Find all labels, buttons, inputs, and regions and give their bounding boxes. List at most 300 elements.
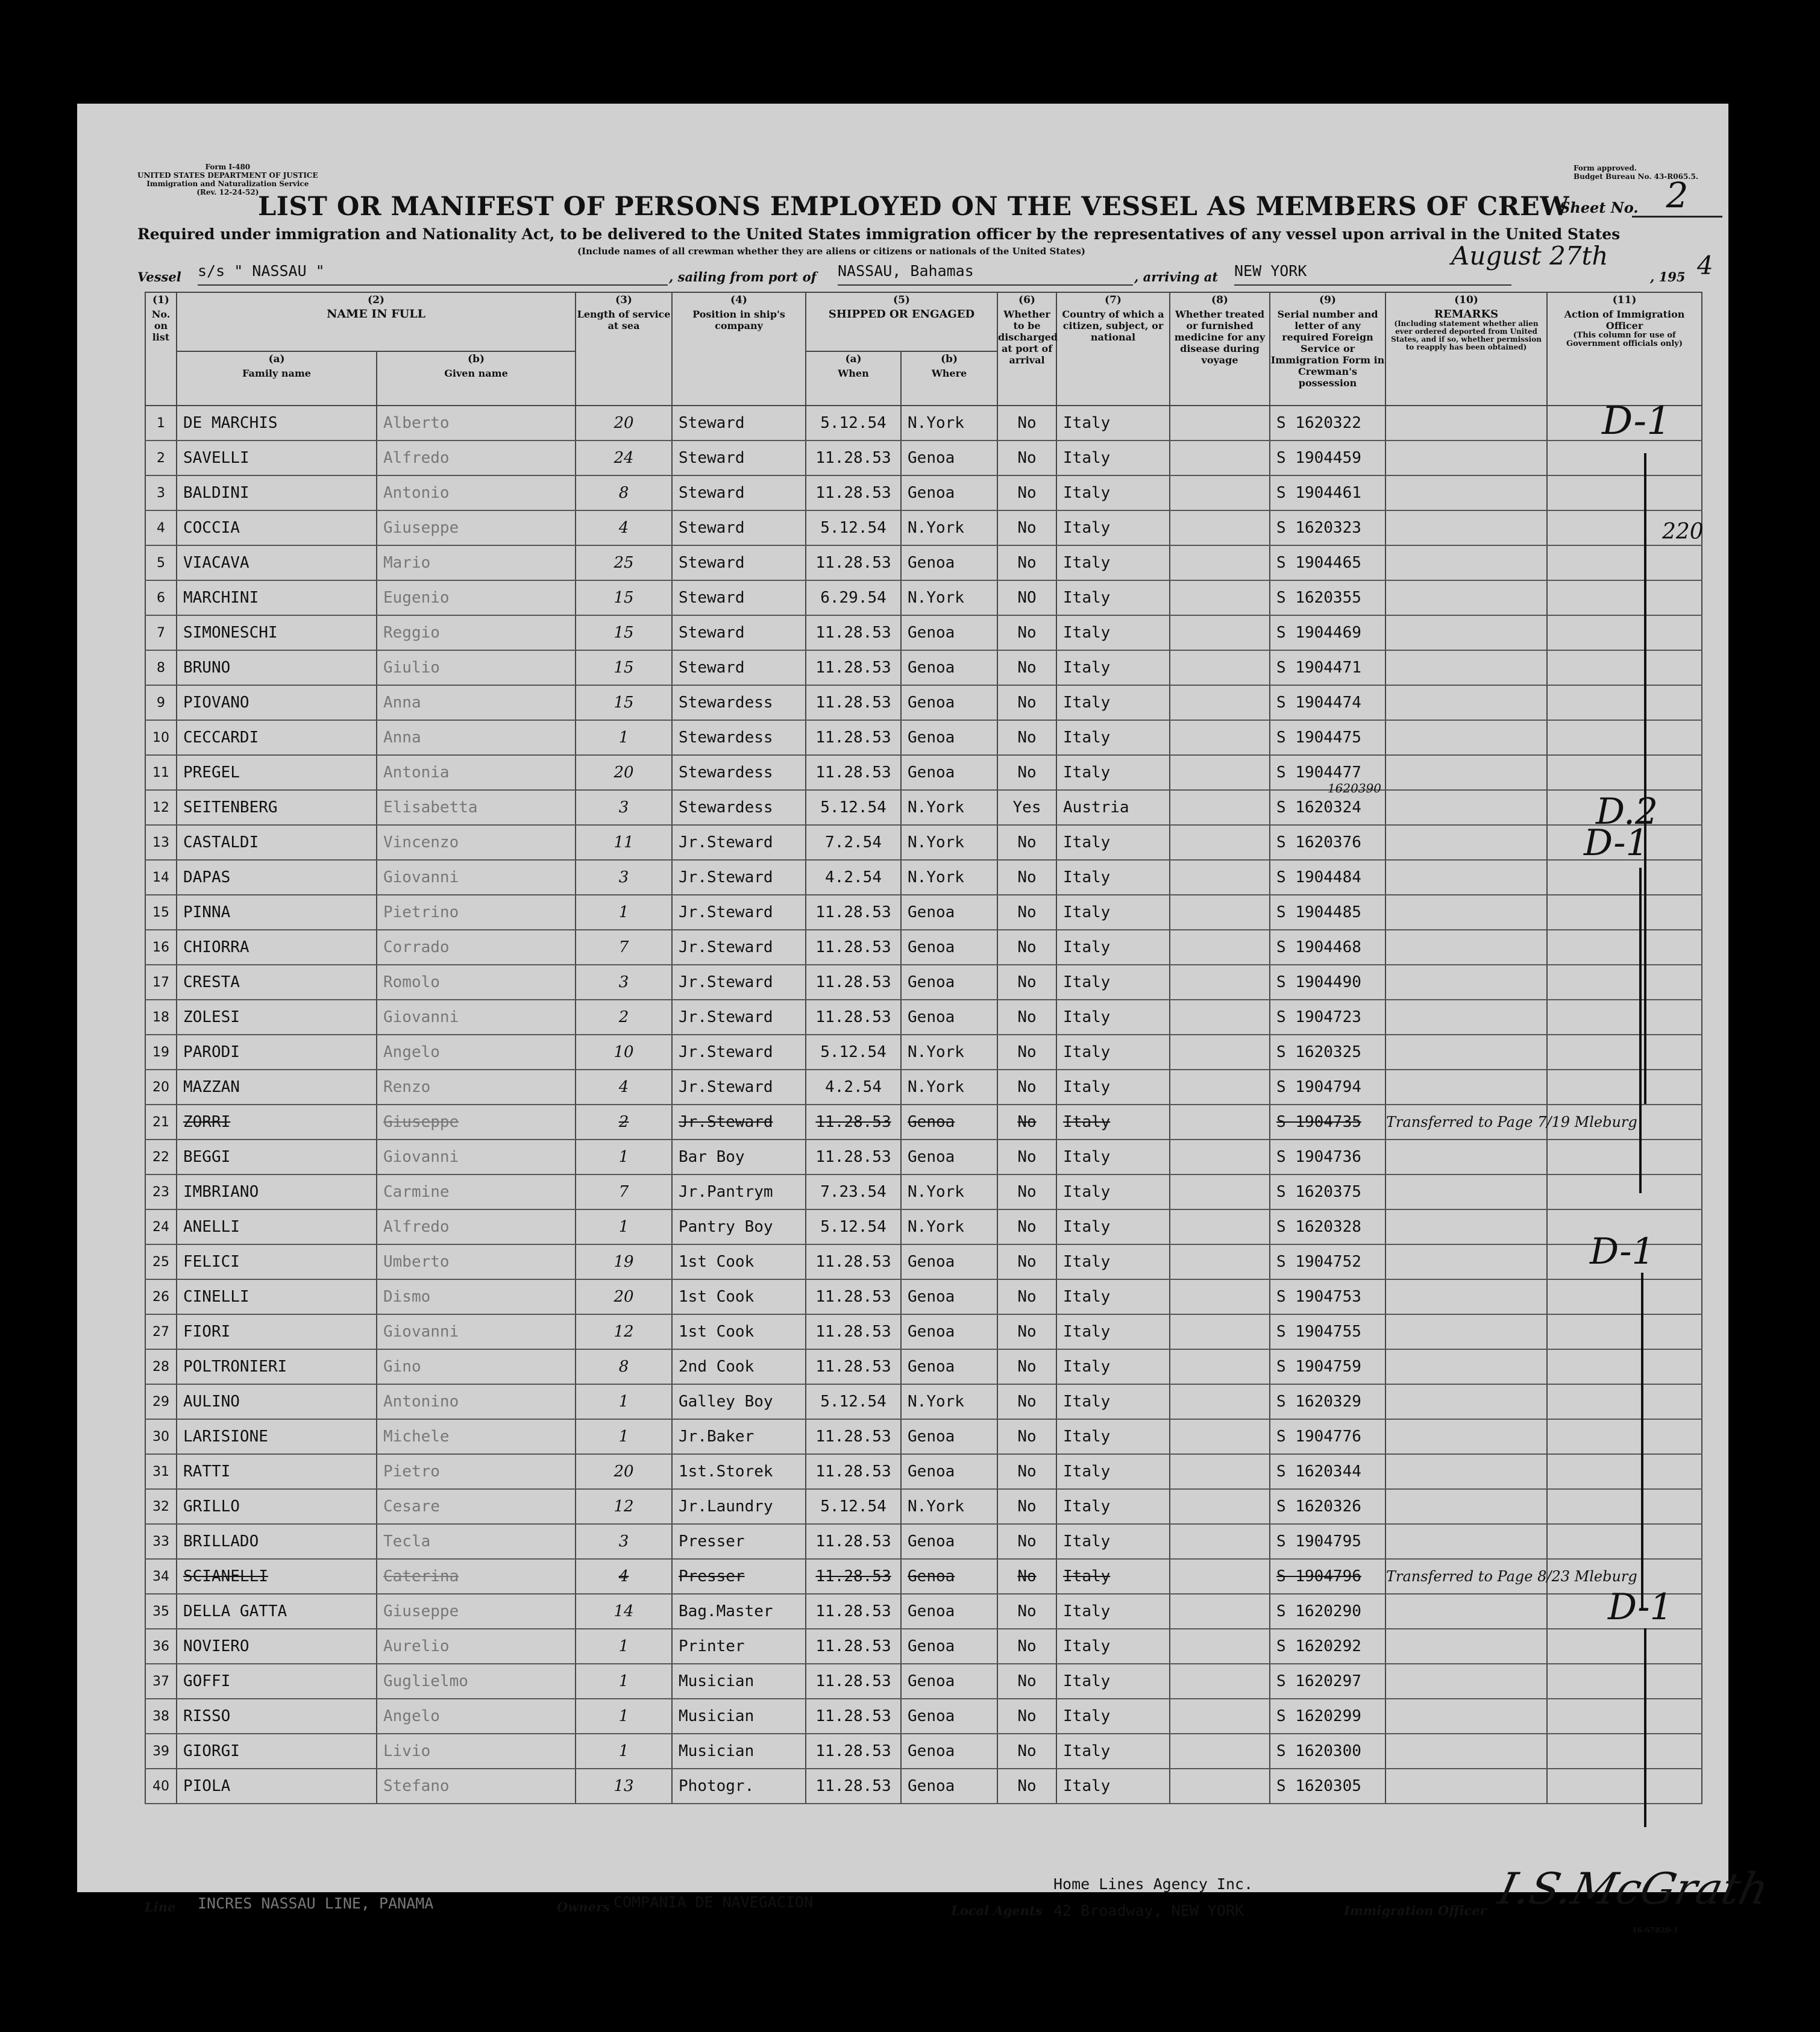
serial-number-cell: S 1904461	[1270, 475, 1385, 510]
family-name-cell: CRESTA	[177, 965, 377, 1000]
action-cell	[1547, 580, 1702, 615]
position-cell: Jr.Steward	[672, 965, 806, 1000]
country-cell: Italy	[1056, 755, 1170, 790]
medicine-cell	[1170, 1279, 1270, 1314]
action-mark: D-1	[1590, 1231, 1655, 1273]
position-cell: Jr.Steward	[672, 1000, 806, 1035]
remarks-cell	[1385, 1664, 1547, 1699]
action-cell	[1547, 1384, 1702, 1419]
arrival-date: August 27th	[1451, 241, 1608, 271]
col-header-where: (b) Where	[901, 351, 997, 406]
family-name-cell: GRILLO	[177, 1489, 377, 1524]
medicine-cell	[1170, 1594, 1270, 1629]
row-number-cell: 34	[145, 1559, 177, 1594]
shipped-when-cell: 7.23.54	[806, 1174, 901, 1209]
shipped-where-cell: N.York	[901, 406, 997, 441]
shipped-when-cell: 11.28.53	[806, 475, 901, 510]
year-prefix: , 195	[1650, 269, 1686, 284]
family-name-cell: IMBRIANO	[177, 1174, 377, 1209]
action-cell	[1547, 1349, 1702, 1384]
bracket-line	[1644, 453, 1646, 1104]
col-header-shipped: (5) SHIPPED OR ENGAGED	[806, 292, 997, 351]
shipped-where-cell: N.York	[901, 580, 997, 615]
serial-number-cell: S 1904471	[1270, 650, 1385, 685]
service-length-cell: 1	[576, 1734, 672, 1769]
position-cell: Printer	[672, 1629, 806, 1664]
row-number-cell: 22	[145, 1140, 177, 1174]
service-length-cell: 4	[576, 510, 672, 545]
shipped-where-cell: Genoa	[901, 1000, 997, 1035]
family-name-cell: NOVIERO	[177, 1629, 377, 1664]
given-name-cell: Vincenzo	[377, 825, 576, 860]
serial-number-cell: S 1620292	[1270, 1629, 1385, 1664]
shipped-where-cell: Genoa	[901, 1699, 997, 1734]
row-number-cell: 10	[145, 720, 177, 755]
shipped-where-cell: Genoa	[901, 1734, 997, 1769]
family-name-cell: PINNA	[177, 895, 377, 930]
given-name-cell: Dismo	[377, 1279, 576, 1314]
position-cell: Steward	[672, 650, 806, 685]
service-length-cell: 1	[576, 1699, 672, 1734]
remarks-cell	[1385, 1279, 1547, 1314]
discharged-cell: No	[997, 406, 1056, 441]
action-mark: D-1	[1608, 1586, 1673, 1628]
given-name-cell: Tecla	[377, 1524, 576, 1559]
medicine-cell	[1170, 720, 1270, 755]
serial-number-cell: S 1620329	[1270, 1384, 1385, 1419]
given-name-cell: Romolo	[377, 965, 576, 1000]
serial-number-cell: S 1620328	[1270, 1209, 1385, 1244]
country-cell: Italy	[1056, 895, 1170, 930]
remarks-cell	[1385, 720, 1547, 755]
given-name-cell: Giovanni	[377, 1314, 576, 1349]
medicine-cell	[1170, 1244, 1270, 1279]
service-length-cell: 13	[576, 1769, 672, 1804]
action-cell	[1547, 965, 1702, 1000]
service-length-cell: 20	[576, 406, 672, 441]
service-length-cell: 11	[576, 825, 672, 860]
position-cell: 2nd Cook	[672, 1349, 806, 1384]
family-name-cell: PARODI	[177, 1035, 377, 1070]
discharged-cell: No	[997, 545, 1056, 580]
remarks-cell	[1385, 965, 1547, 1000]
shipped-where-cell: Genoa	[901, 1664, 997, 1699]
row-number-cell: 5	[145, 545, 177, 580]
given-name-cell: Pietrino	[377, 895, 576, 930]
country-cell: Italy	[1056, 1489, 1170, 1524]
table-row	[145, 1524, 1702, 1559]
service-length-cell: 3	[576, 965, 672, 1000]
discharged-cell: No	[997, 475, 1056, 510]
shipped-when-cell: 11.28.53	[806, 1524, 901, 1559]
shipped-when-cell: 5.12.54	[806, 1489, 901, 1524]
table-row	[145, 1349, 1702, 1384]
agents-line-1: Home Lines Agency Inc.	[1053, 1875, 1254, 1893]
family-name-cell: BALDINI	[177, 475, 377, 510]
medicine-cell	[1170, 1699, 1270, 1734]
action-cell	[1547, 1524, 1702, 1559]
family-name-cell: BRILLADO	[177, 1524, 377, 1559]
family-name-cell: CASTALDI	[177, 825, 377, 860]
manifest-sheet	[77, 104, 1774, 1934]
given-name-cell: Angelo	[377, 1035, 576, 1070]
serial-number-cell: S 1904469	[1270, 615, 1385, 650]
serial-number-cell: S 1904475	[1270, 720, 1385, 755]
action-cell	[1547, 930, 1702, 965]
position-cell: Pantry Boy	[672, 1209, 806, 1244]
serial-number-cell: S 1904755	[1270, 1314, 1385, 1349]
col-header-action: (11) Action of Immigration Officer (This column for use of Government officials only)	[1547, 292, 1702, 406]
position-cell: Jr.Baker	[672, 1419, 806, 1454]
table-row	[145, 895, 1702, 930]
service-length-cell: 14	[576, 1594, 672, 1629]
discharged-cell: No	[997, 895, 1056, 930]
medicine-cell	[1170, 580, 1270, 615]
position-cell: Jr.Pantrym	[672, 1174, 806, 1209]
position-cell: Galley Boy	[672, 1384, 806, 1419]
shipped-where-cell: Genoa	[901, 930, 997, 965]
vessel-label: Vessel	[137, 269, 181, 284]
family-name-cell: DE MARCHIS	[177, 406, 377, 441]
position-cell: Jr.Steward	[672, 895, 806, 930]
country-cell: Italy	[1056, 441, 1170, 475]
service-length-cell: 7	[576, 1174, 672, 1209]
remarks-cell: Transferred to Page 7/19 Mleburg	[1385, 1105, 1547, 1140]
service-length-cell: 1	[576, 1384, 672, 1419]
shipped-where-cell: Genoa	[901, 650, 997, 685]
medicine-cell	[1170, 1209, 1270, 1244]
country-cell: Italy	[1056, 1419, 1170, 1454]
position-cell: 1st Cook	[672, 1244, 806, 1279]
line-value: INCRES NASSAU LINE, PANAMA	[198, 1895, 434, 1912]
service-length-cell: 19	[576, 1244, 672, 1279]
service-length-cell: 1	[576, 1419, 672, 1454]
action-cell	[1547, 615, 1702, 650]
remarks-cell	[1385, 650, 1547, 685]
discharged-cell: No	[997, 1174, 1056, 1209]
family-name-cell: VIACAVA	[177, 545, 377, 580]
position-cell: Steward	[672, 510, 806, 545]
shipped-where-cell: Genoa	[901, 965, 997, 1000]
shipped-when-cell: 11.28.53	[806, 1419, 901, 1454]
shipped-where-cell: Genoa	[901, 1244, 997, 1279]
remarks-cell	[1385, 1454, 1547, 1489]
service-length-cell: 1	[576, 1629, 672, 1664]
discharged-cell: No	[997, 930, 1056, 965]
position-cell: Steward	[672, 475, 806, 510]
table-row	[145, 650, 1702, 685]
table-row	[145, 1209, 1702, 1244]
family-name-cell: POLTRONIERI	[177, 1349, 377, 1384]
table-row	[145, 1140, 1702, 1174]
position-cell: Stewardess	[672, 685, 806, 720]
row-number-cell: 4	[145, 510, 177, 545]
family-name-cell: GOFFI	[177, 1664, 377, 1699]
service-length-cell: 3	[576, 790, 672, 825]
shipped-when-cell: 5.12.54	[806, 1384, 901, 1419]
service-length-cell: 1	[576, 1209, 672, 1244]
service-length-cell: 1	[576, 1664, 672, 1699]
service-length-cell: 20	[576, 755, 672, 790]
given-name-cell: Reggio	[377, 615, 576, 650]
shipped-where-cell: Genoa	[901, 1314, 997, 1349]
given-name-cell: Michele	[377, 1419, 576, 1454]
serial-number-cell: S 1620324 1620390	[1270, 790, 1385, 825]
medicine-cell	[1170, 510, 1270, 545]
serial-number-cell: S 1904485	[1270, 895, 1385, 930]
shipped-when-cell: 11.28.53	[806, 1629, 901, 1664]
shipped-where-cell: N.York	[901, 1070, 997, 1105]
given-name-cell: Anna	[377, 720, 576, 755]
remarks-cell	[1385, 545, 1547, 580]
agents-label: Local Agents	[951, 1903, 1043, 1918]
row-number-cell: 24	[145, 1209, 177, 1244]
family-name-cell: BEGGI	[177, 1140, 377, 1174]
sailing-port: NASSAU, Bahamas	[838, 258, 1133, 286]
row-number-cell: 3	[145, 475, 177, 510]
given-name-cell: Giuseppe	[377, 510, 576, 545]
table-row	[145, 720, 1702, 755]
remarks-cell	[1385, 685, 1547, 720]
serial-number-cell: S 1904776	[1270, 1419, 1385, 1454]
col-header-medicine: (8) Whether treated or furnished medicine for any disease during voyage	[1170, 292, 1270, 406]
row-number-cell: 25	[145, 1244, 177, 1279]
remarks-cell	[1385, 1384, 1547, 1419]
remarks-cell	[1385, 441, 1547, 475]
action-mark: D-1	[1602, 399, 1671, 444]
country-cell: Italy	[1056, 1524, 1170, 1559]
service-length-cell: 3	[576, 1524, 672, 1559]
row-number-cell: 32	[145, 1489, 177, 1524]
shipped-when-cell: 4.2.54	[806, 860, 901, 895]
shipped-where-cell: N.York	[901, 1489, 997, 1524]
action-cell	[1547, 475, 1702, 510]
action-cell	[1547, 1629, 1702, 1664]
position-cell: Steward	[672, 406, 806, 441]
country-cell: Italy	[1056, 1000, 1170, 1035]
discharged-cell: No	[997, 1349, 1056, 1384]
serial-number-cell: S 1904759	[1270, 1349, 1385, 1384]
table-row	[145, 1454, 1702, 1489]
medicine-cell	[1170, 1314, 1270, 1349]
serial-number-cell: S 1904796	[1270, 1559, 1385, 1594]
discharged-cell: No	[997, 1105, 1056, 1140]
serial-number-cell: S 1904794	[1270, 1070, 1385, 1105]
remarks-cell	[1385, 1489, 1547, 1524]
service-length-cell: 15	[576, 615, 672, 650]
remarks-cell	[1385, 1209, 1547, 1244]
family-name-cell: LARISIONE	[177, 1419, 377, 1454]
position-cell: 1st Cook	[672, 1314, 806, 1349]
row-number-cell: 8	[145, 650, 177, 685]
remarks-cell	[1385, 1035, 1547, 1070]
action-cell	[1547, 1489, 1702, 1524]
family-name-cell: CECCARDI	[177, 720, 377, 755]
family-name-cell: ZOLESI	[177, 1000, 377, 1035]
action-cell	[1547, 1174, 1702, 1209]
serial-number-cell: S 1904753	[1270, 1279, 1385, 1314]
medicine-cell	[1170, 1140, 1270, 1174]
medicine-cell	[1170, 650, 1270, 685]
given-name-cell: Alfredo	[377, 441, 576, 475]
action-cell	[1547, 1769, 1702, 1804]
serial-number-cell: S 1904795	[1270, 1524, 1385, 1559]
serial-number-cell: S 1904752	[1270, 1244, 1385, 1279]
service-length-cell: 15	[576, 650, 672, 685]
family-name-cell: ANELLI	[177, 1209, 377, 1244]
serial-number-cell: S 1904723	[1270, 1000, 1385, 1035]
shipped-when-cell: 11.28.53	[806, 930, 901, 965]
shipped-when-cell: 11.28.53	[806, 1349, 901, 1384]
given-name-cell: Antonino	[377, 1384, 576, 1419]
given-name-cell: Renzo	[377, 1070, 576, 1105]
shipped-where-cell: Genoa	[901, 1279, 997, 1314]
shipped-when-cell: 11.28.53	[806, 895, 901, 930]
row-number-cell: 38	[145, 1699, 177, 1734]
table-row	[145, 580, 1702, 615]
country-cell: Austria	[1056, 790, 1170, 825]
table-row	[145, 1035, 1702, 1070]
remarks-cell	[1385, 1314, 1547, 1349]
shipped-where-cell: Genoa	[901, 895, 997, 930]
row-number-cell: 28	[145, 1349, 177, 1384]
discharged-cell: No	[997, 825, 1056, 860]
country-cell: Italy	[1056, 1559, 1170, 1594]
row-number-cell: 17	[145, 965, 177, 1000]
row-number-cell: 1	[145, 406, 177, 441]
shipped-when-cell: 4.2.54	[806, 1070, 901, 1105]
remarks-cell	[1385, 580, 1547, 615]
discharged-cell: No	[997, 1734, 1056, 1769]
remarks-cell	[1385, 1070, 1547, 1105]
discharged-cell: No	[997, 1699, 1056, 1734]
medicine-cell	[1170, 825, 1270, 860]
serial-number-cell: S 1904484	[1270, 860, 1385, 895]
family-name-cell: FELICI	[177, 1244, 377, 1279]
shipped-when-cell: 11.28.53	[806, 1734, 901, 1769]
position-cell: Photogr.	[672, 1769, 806, 1804]
budget-bureau-number: Budget Bureau No. 43-R065.5.	[1573, 172, 1698, 181]
discharged-cell: No	[997, 965, 1056, 1000]
country-cell: Italy	[1056, 545, 1170, 580]
sailing-label: , sailing from port of	[669, 269, 817, 284]
owners-value: COMPANIA DE NAVEGACION	[613, 1893, 814, 1911]
vessel-name: s/s " NASSAU "	[198, 258, 668, 286]
shipped-where-cell: Genoa	[901, 1594, 997, 1629]
position-cell: Jr.Steward	[672, 930, 806, 965]
form-code: 16-67820-1	[1632, 1926, 1678, 1934]
service-length-cell: 2	[576, 1000, 672, 1035]
col-header-no: (1) No. on list	[145, 292, 177, 406]
family-name-cell: RATTI	[177, 1454, 377, 1489]
medicine-cell	[1170, 1419, 1270, 1454]
discharged-cell: No	[997, 755, 1056, 790]
table-row	[145, 1699, 1702, 1734]
country-cell: Italy	[1056, 1734, 1170, 1769]
medicine-cell	[1170, 1454, 1270, 1489]
service-length-cell: 15	[576, 580, 672, 615]
remarks-cell	[1385, 895, 1547, 930]
shipped-when-cell: 5.12.54	[806, 406, 901, 441]
shipped-where-cell: Genoa	[901, 1140, 997, 1174]
medicine-cell	[1170, 1000, 1270, 1035]
bracket-line	[1639, 868, 1642, 1193]
discharged-cell: No	[997, 1454, 1056, 1489]
year-digit: 4	[1697, 251, 1713, 280]
country-cell: Italy	[1056, 1629, 1170, 1664]
shipped-where-cell: Genoa	[901, 1769, 997, 1804]
country-cell: Italy	[1056, 1664, 1170, 1699]
table-row	[145, 1174, 1702, 1209]
position-cell: Jr.Steward	[672, 1105, 806, 1140]
discharged-cell: No	[997, 1489, 1056, 1524]
shipped-when-cell: 11.28.53	[806, 545, 901, 580]
serial-number-cell: S 1620290	[1270, 1594, 1385, 1629]
service: Immigration and Naturalization Service	[146, 180, 309, 188]
country-cell: Italy	[1056, 720, 1170, 755]
serial-number-cell: S 1620299	[1270, 1699, 1385, 1734]
country-cell: Italy	[1056, 825, 1170, 860]
shipped-where-cell: Genoa	[901, 1419, 997, 1454]
service-length-cell: 1	[576, 1140, 672, 1174]
shipped-where-cell: Genoa	[901, 615, 997, 650]
medicine-cell	[1170, 1524, 1270, 1559]
serial-number-cell: S 1904465	[1270, 545, 1385, 580]
col-header-name: (2) NAME IN FULL	[177, 292, 576, 351]
family-name-cell: SEITENBERG	[177, 790, 377, 825]
country-cell: Italy	[1056, 1209, 1170, 1244]
row-number-cell: 27	[145, 1314, 177, 1349]
table-row	[145, 545, 1702, 580]
col-header-serial: (9) Serial number and letter of any required Foreign Service or Immigration Form in Crewman's possession	[1270, 292, 1385, 406]
given-name-cell: Antonio	[377, 475, 576, 510]
row-number-cell: 30	[145, 1419, 177, 1454]
row-number-cell: 7	[145, 615, 177, 650]
shipped-where-cell: Genoa	[901, 475, 997, 510]
col-header-family: (a) Family name	[177, 351, 377, 406]
service-length-cell: 24	[576, 441, 672, 475]
serial-number-cell: S 1620300	[1270, 1734, 1385, 1769]
given-name-cell: Gino	[377, 1349, 576, 1384]
serial-number-cell: S 1620325	[1270, 1035, 1385, 1070]
family-name-cell: PIOLA	[177, 1769, 377, 1804]
action-cell	[1547, 1314, 1702, 1349]
family-name-cell: DAPAS	[177, 860, 377, 895]
country-cell: Italy	[1056, 1105, 1170, 1140]
table-row	[145, 1279, 1702, 1314]
medicine-cell	[1170, 545, 1270, 580]
discharged-cell: No	[997, 650, 1056, 685]
serial-number-cell: S 1904474	[1270, 685, 1385, 720]
medicine-cell	[1170, 930, 1270, 965]
country-cell: Italy	[1056, 650, 1170, 685]
table-row	[145, 1559, 1702, 1594]
table-row	[145, 1664, 1702, 1699]
discharged-cell: No	[997, 1559, 1056, 1594]
given-name-cell: Aurelio	[377, 1629, 576, 1664]
family-name-cell: DELLA GATTA	[177, 1594, 377, 1629]
table-row	[145, 965, 1702, 1000]
row-number-cell: 13	[145, 825, 177, 860]
shipped-where-cell: Genoa	[901, 755, 997, 790]
position-cell: Presser	[672, 1524, 806, 1559]
country-cell: Italy	[1056, 685, 1170, 720]
position-cell: Musician	[672, 1734, 806, 1769]
country-cell: Italy	[1056, 510, 1170, 545]
service-length-cell: 12	[576, 1314, 672, 1349]
shipped-when-cell: 11.28.53	[806, 1664, 901, 1699]
medicine-cell	[1170, 441, 1270, 475]
